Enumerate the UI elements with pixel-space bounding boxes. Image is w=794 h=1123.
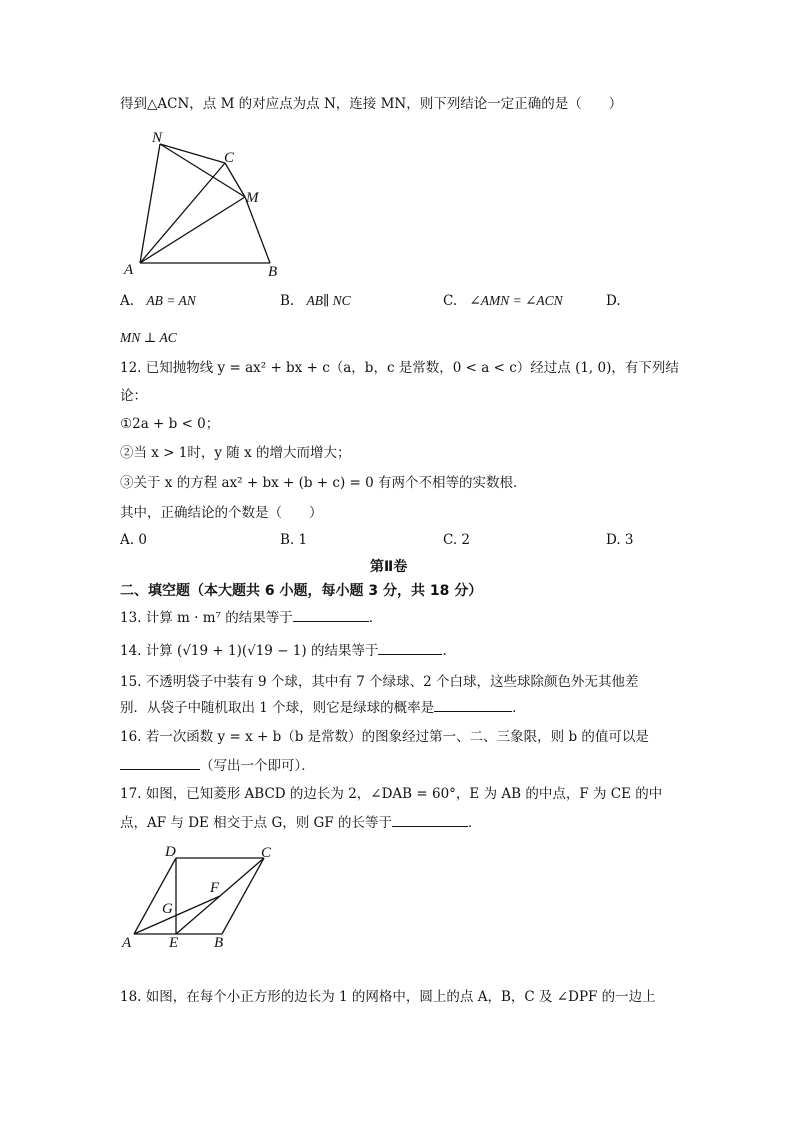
label-A: A [124, 262, 134, 278]
q12-line1: 12. 已知抛物线 y = ax² + bx + c（a，b，c 是常数，0 < a < c）经过点 (1, 0)，有下列结 [120, 360, 679, 376]
label-E: E [169, 935, 179, 951]
q17-answer-blank[interactable] [392, 812, 468, 827]
q11-option-c-text: ∠AMN = ∠ACN [469, 293, 563, 308]
label-F: F [210, 880, 220, 896]
q12-line2: 论： [120, 388, 147, 404]
q11-option-b[interactable] [280, 291, 351, 311]
section-title: 二、填空题（本大题共 6 小题，每小题 3 分，共 18 分） [120, 583, 483, 599]
q11-option-a-text: AB = AN [146, 293, 196, 308]
q11-option-b-letter: B. [280, 293, 295, 309]
label-B: B [268, 264, 278, 280]
q17-line1: 17. 如图，已知菱形 ABCD 的边长为 2，∠DAB = 60°，E 为 AB 的中点，F 为 CE 的中 [120, 786, 663, 802]
label-M: M [246, 190, 259, 206]
q14 [120, 640, 456, 661]
q15 [120, 697, 526, 718]
q15-end: ． [512, 700, 526, 716]
q11-option-c[interactable] [443, 291, 563, 311]
q12-conclusion-3: ③关于 x 的方程 ax² + bx + (b + c) = 0 有两个不相等的实数根． [120, 475, 527, 491]
q14-answer-blank[interactable] [378, 640, 442, 655]
q11-option-a-letter: A. [120, 293, 135, 309]
label-G: G [162, 901, 173, 917]
q13-text: 13. 计算 m · m⁷ 的结果等于 [120, 610, 293, 626]
q17-figure [118, 840, 288, 952]
label-N: N [152, 130, 163, 146]
label-D: D [165, 844, 176, 860]
q11-option-d-letter[interactable]: D. [606, 293, 621, 309]
q11-option-d-text[interactable]: MN ⊥ AC [120, 330, 177, 345]
q12-option-c[interactable]: C. 2 [443, 532, 471, 548]
q15-line1: 15. 不透明袋子中装有 9 个球，其中有 7 个绿球、2 个白球，这些球除颜色外无其他差 [120, 674, 639, 690]
q12-option-d[interactable]: D. 3 [606, 532, 634, 548]
q13-answer-blank[interactable] [293, 607, 369, 622]
q12-question: 其中，正确结论的个数是（ ） [120, 505, 323, 521]
label-C: C [224, 150, 235, 166]
q17-line2: 点，AF 与 DE 相交于点 G，则 GF 的长等于 [120, 815, 392, 831]
label-C2: C [261, 845, 272, 861]
q12-option-b[interactable]: B. 1 [280, 532, 308, 548]
q17-end: ． [467, 815, 482, 831]
q11-option-c-letter: C. [443, 293, 458, 309]
label-A2: A [122, 935, 132, 951]
q14-end: ． [442, 643, 456, 659]
q11-figure [118, 124, 298, 280]
label-B2: B [214, 935, 224, 951]
q12-conclusion-1: ①2a + b < 0； [120, 416, 220, 432]
q14-text: 14. 计算 (√19 + 1)(√19 − 1) 的结果等于 [120, 643, 379, 659]
q13 [120, 607, 382, 628]
q16 [120, 755, 315, 776]
q11-option-a[interactable] [120, 291, 196, 311]
q17 [120, 812, 481, 833]
q15-line2: 别．从袋子中随机取出 1 个球，则它是绿球的概率是 [120, 700, 435, 716]
q11-option-b-text: AB∥ NC [306, 293, 351, 308]
volume-title: 第Ⅱ卷 [370, 559, 408, 575]
q12-conclusion-2: ②当 x > 1时，y 随 x 的增大而增大； [120, 445, 351, 461]
q15-answer-blank[interactable] [434, 697, 512, 712]
q11-stem: 得到△ACN，点 M 的对应点为点 N，连接 MN，则下列结论一定正确的是（ ） [120, 96, 623, 112]
q13-end: ． [368, 610, 383, 626]
q18-line1: 18. 如图，在每个小正方形的边长为 1 的网格中，圆上的点 A，B，C 及 ∠DPF 的一边上 [120, 989, 656, 1005]
q16-line2: （写出一个即可）． [200, 758, 315, 774]
q16-line1: 16. 若一次函数 y = x + b（b 是常数）的图象经过第一、二、三象限，则 b 的值可以是 [120, 729, 649, 745]
q16-answer-blank[interactable] [120, 755, 200, 770]
q12-option-a[interactable]: A. 0 [120, 532, 147, 548]
